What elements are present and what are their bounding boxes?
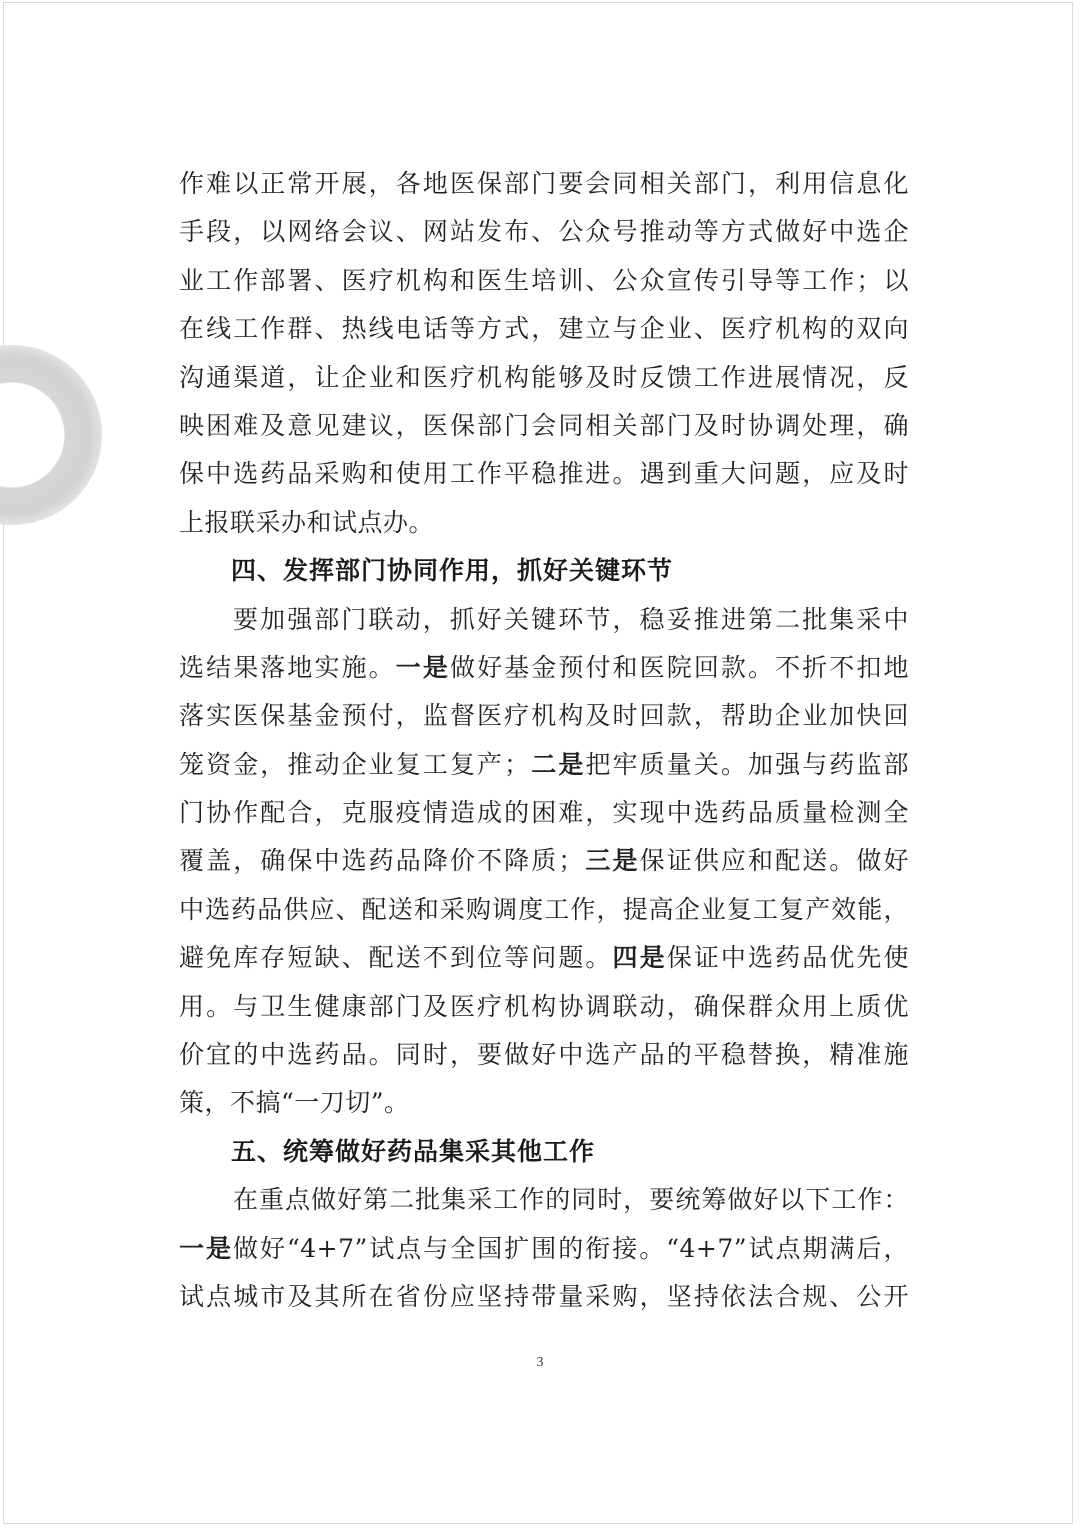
emphasis-run: 四是: [612, 943, 667, 973]
text-run: 做好“4+7”试点与全国扩围的衔接。“4+7”试点期满后，: [233, 1233, 909, 1263]
text-run: 覆盖，确保中选药品降价不降质；: [179, 846, 584, 876]
text-run: 把牢质量关。加强与药监部: [585, 749, 909, 779]
emphasis-run: 三是: [583, 846, 640, 876]
text-line: 要加强部门联动，抓好关键环节，稳妥推进第二批集采中: [233, 604, 909, 634]
text-line: 映困难及意见建议，医保部门会同相关部门及时协调处理，确: [179, 410, 909, 440]
text-line: [179, 837, 909, 885]
text-line: 试点城市及其所在省份应坚持带量采购，坚持依法合规、公开: [179, 1281, 909, 1311]
emphasis-run: 二是: [529, 749, 586, 779]
text-line: [179, 1225, 909, 1273]
text-line: [179, 741, 909, 789]
text-line: 上报联采办和试点办。: [179, 507, 435, 537]
emphasis-run: 一是: [395, 652, 450, 682]
text-line: 门协作配合，克服疫情造成的困难，实现中选药品质量检测全: [179, 798, 909, 828]
page-number: 3: [536, 1355, 544, 1370]
document-body: [179, 160, 909, 1321]
text-line: 在线工作群、热线电话等方式，建立与企业、医疗机构的双向: [179, 314, 909, 344]
text-line: 落实医保基金预付，监督医疗机构及时回款，帮助企业加快回: [179, 701, 909, 731]
text-line: 中选药品供应、配送和采购调度工作，提高企业复工复产效能，: [179, 894, 909, 924]
text-line: 在重点做好第二批集采工作的同时，要统筹做好以下工作：: [233, 1185, 909, 1215]
text-line: 作难以正常开展，各地医保部门要会同相关部门，利用信息化: [179, 169, 909, 198]
text-line: 用。与卫生健康部门及医疗机构协调联动，确保群众用上质优: [179, 991, 909, 1021]
emphasis-run: 一是: [179, 1233, 233, 1263]
text-run: 避免库存短缺、配送不到位等问题。: [179, 943, 613, 973]
text-line: 业工作部署、医疗机构和医生培训、公众宣传引导等工作；以: [179, 265, 909, 295]
text-line: [179, 934, 909, 982]
binder-hole-mark: [0, 345, 102, 525]
section-heading-5: 五、统筹做好药品集采其他工作: [231, 1136, 596, 1166]
text-run: 选结果落地实施。: [179, 652, 396, 682]
text-line: 策，不搞“一刀切”。: [179, 1088, 410, 1118]
text-line: 沟通渠道，让企业和医疗机构能够及时反馈工作进展情况，反: [179, 362, 909, 392]
text-run: 做好基金预付和医院回款。不折不扣地: [449, 652, 909, 682]
text-line: 手段，以网络会议、网站发布、公众号推动等方式做好中选企: [179, 217, 909, 247]
text-run: 笼资金，推动企业复工复产；: [179, 749, 530, 779]
section-heading-4: 四、发挥部门协同作用，抓好关键环节: [231, 556, 674, 586]
text-run: 保证供应和配送。做好: [639, 846, 909, 876]
text-run: 保证中选药品优先使: [666, 943, 909, 973]
text-line: 价宜的中选药品。同时，要做好中选产品的平稳替换，精准施: [179, 1040, 909, 1070]
text-line: [179, 644, 909, 692]
text-line: 保中选药品采购和使用工作平稳推进。遇到重大问题，应及时: [179, 459, 909, 489]
